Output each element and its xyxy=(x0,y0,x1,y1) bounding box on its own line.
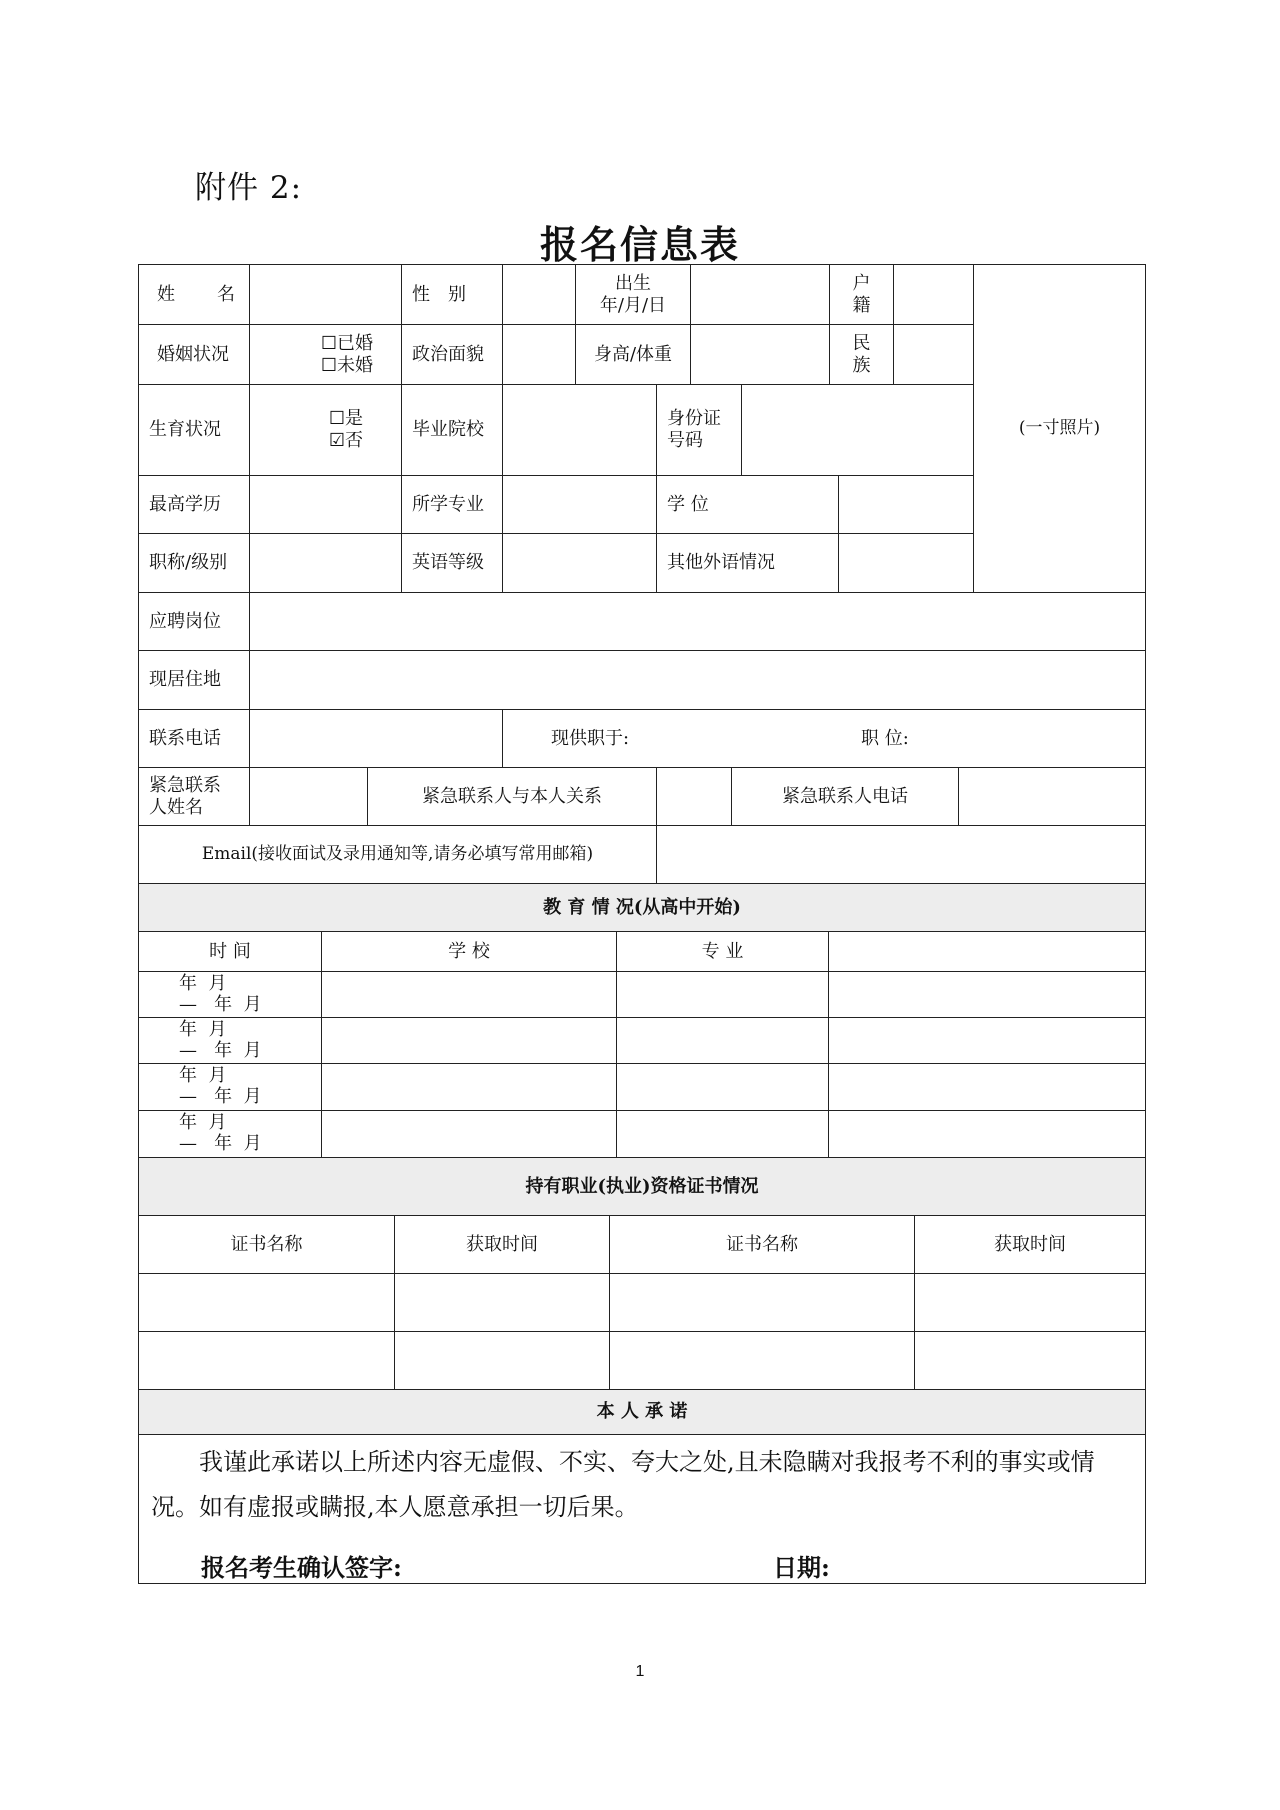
title-level-input[interactable] xyxy=(249,533,402,593)
cert-row-1-time-1[interactable] xyxy=(394,1273,610,1332)
edu-col-extra xyxy=(828,931,1146,972)
edu-row-2-major[interactable] xyxy=(616,1017,829,1064)
huji-input[interactable] xyxy=(893,264,974,325)
email-input[interactable] xyxy=(656,825,1146,884)
promise-section xyxy=(138,1434,1146,1584)
id-label xyxy=(656,384,742,476)
education-input[interactable] xyxy=(249,475,402,534)
birth-label xyxy=(575,264,691,325)
phone-input[interactable] xyxy=(249,709,503,768)
cert-col-time-1: 获取时间 xyxy=(394,1215,610,1274)
promise-text: 我谨此承诺以上所述内容无虚假、不实、夸大之处,且未隐瞒对我报考不利的事实或情况。如有虚报或瞒报,本人愿意承担一切后果。 xyxy=(151,1448,1095,1521)
other-lang-input[interactable] xyxy=(838,533,974,593)
address-input[interactable] xyxy=(249,650,1146,710)
email-label: Email(接收面试及录用通知等,请务必填写常用邮箱) xyxy=(138,825,657,884)
fertility-yes-checkbox[interactable]: ☐是 xyxy=(328,408,363,430)
cert-col-time-2: 获取时间 xyxy=(914,1215,1146,1274)
other-lang-label: 其他外语情况 xyxy=(656,533,839,593)
employer-position-cell[interactable] xyxy=(502,709,1146,768)
edu-row-4-major[interactable] xyxy=(616,1110,829,1158)
height-weight-label: 身高/体重 xyxy=(575,324,691,385)
gender-input[interactable] xyxy=(502,264,576,325)
emergency-relation-input[interactable] xyxy=(656,767,732,826)
emergency-phone-label: 紧急联系人电话 xyxy=(731,767,959,826)
edu-row-3-extra[interactable] xyxy=(828,1063,1146,1111)
english-label: 英语等级 xyxy=(401,533,503,593)
edu-period-start: 年 月 xyxy=(179,972,227,994)
edu-row-4-extra[interactable] xyxy=(828,1110,1146,1158)
position-applied-label: 应聘岗位 xyxy=(138,592,250,651)
birth-input[interactable] xyxy=(690,264,830,325)
marital-options xyxy=(249,324,402,385)
emergency-name-input[interactable] xyxy=(249,767,368,826)
ethnic-label-line2: 族 xyxy=(852,354,871,376)
attachment-label: 附件 2: xyxy=(195,170,303,206)
certificates-header: 持有职业(执业)资格证书情况 xyxy=(138,1157,1146,1216)
school-input[interactable] xyxy=(502,384,657,476)
fertility-no-checkbox[interactable]: ☑否 xyxy=(328,430,363,451)
cert-col-name-2: 证书名称 xyxy=(609,1215,915,1274)
huji-label-line1: 户 xyxy=(852,272,871,294)
height-weight-input[interactable] xyxy=(690,324,830,385)
unmarried-checkbox[interactable]: ☐未婚 xyxy=(320,354,373,376)
phone-label: 联系电话 xyxy=(138,709,250,768)
emergency-name-line1: 紧急联系 xyxy=(149,774,221,796)
political-label: 政治面貌 xyxy=(401,324,503,385)
position-applied-input[interactable] xyxy=(249,592,1146,651)
married-checkbox[interactable]: ☐已婚 xyxy=(320,332,373,354)
edu-col-school: 学 校 xyxy=(321,931,617,972)
edu-col-major: 专 业 xyxy=(616,931,829,972)
major-label: 所学专业 xyxy=(401,475,503,534)
page-number: 1 xyxy=(635,1663,645,1680)
edu-row-4-time[interactable] xyxy=(138,1110,322,1158)
fertility-label: 生育状况 xyxy=(138,384,250,476)
ethnic-input[interactable] xyxy=(893,324,974,385)
address-label: 现居住地 xyxy=(138,650,250,710)
edu-period-end: — 年 月 xyxy=(179,1133,262,1154)
id-label-line1: 身份证 xyxy=(667,408,721,430)
edu-row-1-time[interactable] xyxy=(138,971,322,1018)
cert-row-1-time-2[interactable] xyxy=(914,1273,1146,1332)
degree-input[interactable] xyxy=(838,475,974,534)
edu-row-3-time[interactable] xyxy=(138,1063,322,1111)
name-input[interactable] xyxy=(249,264,402,325)
current-position-label: 职 位: xyxy=(861,727,909,749)
name-label: 姓 名 xyxy=(138,264,250,325)
edu-row-2-school[interactable] xyxy=(321,1017,617,1064)
cert-row-2-time-1[interactable] xyxy=(394,1331,610,1390)
gender-label: 性 别 xyxy=(401,264,503,325)
political-input[interactable] xyxy=(502,324,576,385)
edu-period-start: 年 月 xyxy=(179,1018,227,1040)
marital-label: 婚姻状况 xyxy=(138,324,250,385)
edu-period-start: 年 月 xyxy=(179,1065,227,1087)
edu-row-1-extra[interactable] xyxy=(828,971,1146,1018)
education-label: 最高学历 xyxy=(138,475,250,534)
birth-label-line1: 出生 xyxy=(615,272,651,294)
id-input[interactable] xyxy=(741,384,974,476)
edu-row-1-major[interactable] xyxy=(616,971,829,1018)
emergency-phone-input[interactable] xyxy=(958,767,1146,826)
ethnic-label xyxy=(829,324,894,385)
birth-label-line2: 年/月/日 xyxy=(599,294,667,316)
edu-row-3-major[interactable] xyxy=(616,1063,829,1111)
cert-row-1-name-1[interactable] xyxy=(138,1273,395,1332)
edu-row-2-extra[interactable] xyxy=(828,1017,1146,1064)
cert-row-2-name-1[interactable] xyxy=(138,1331,395,1390)
emergency-name-line2: 人姓名 xyxy=(149,796,203,818)
date-label[interactable]: 日期: xyxy=(773,1553,830,1582)
edu-row-3-school[interactable] xyxy=(321,1063,617,1111)
english-input[interactable] xyxy=(502,533,657,593)
signature-label[interactable]: 报名考生确认签字: xyxy=(201,1553,402,1582)
huji-label-line2: 籍 xyxy=(852,294,871,316)
cert-row-1-name-2[interactable] xyxy=(609,1273,915,1332)
emergency-name-label xyxy=(138,767,250,826)
edu-period-end: — 年 月 xyxy=(179,993,262,1015)
cert-row-2-time-2[interactable] xyxy=(914,1331,1146,1390)
title-level-label: 职称/级别 xyxy=(138,533,250,593)
major-input[interactable] xyxy=(502,475,657,534)
cert-row-2-name-2[interactable] xyxy=(609,1331,915,1390)
promise-header: 本 人 承 诺 xyxy=(138,1389,1146,1435)
edu-row-4-school[interactable] xyxy=(321,1110,617,1158)
edu-period-start: 年 月 xyxy=(179,1112,227,1134)
edu-period-end: — 年 月 xyxy=(179,1039,262,1061)
school-label: 毕业院校 xyxy=(401,384,503,476)
emergency-relation-label: 紧急联系人与本人关系 xyxy=(367,767,657,826)
edu-row-2-time[interactable] xyxy=(138,1017,322,1064)
edu-row-1-school[interactable] xyxy=(321,971,617,1018)
ethnic-label-line1: 民 xyxy=(852,332,871,354)
huji-label xyxy=(829,264,894,325)
id-label-line2: 号码 xyxy=(667,430,703,451)
fertility-options xyxy=(249,384,402,476)
degree-label: 学 位 xyxy=(656,475,839,534)
photo-box[interactable]: (一寸照片) xyxy=(973,264,1146,593)
form-title: 报名信息表 xyxy=(539,222,740,267)
edu-col-time: 时 间 xyxy=(138,931,322,972)
edu-period-end: — 年 月 xyxy=(179,1086,262,1107)
cert-col-name-1: 证书名称 xyxy=(138,1215,395,1274)
current-employer-label: 现供职于: xyxy=(551,727,630,749)
education-header: 教 育 情 况(从高中开始) xyxy=(138,883,1146,932)
